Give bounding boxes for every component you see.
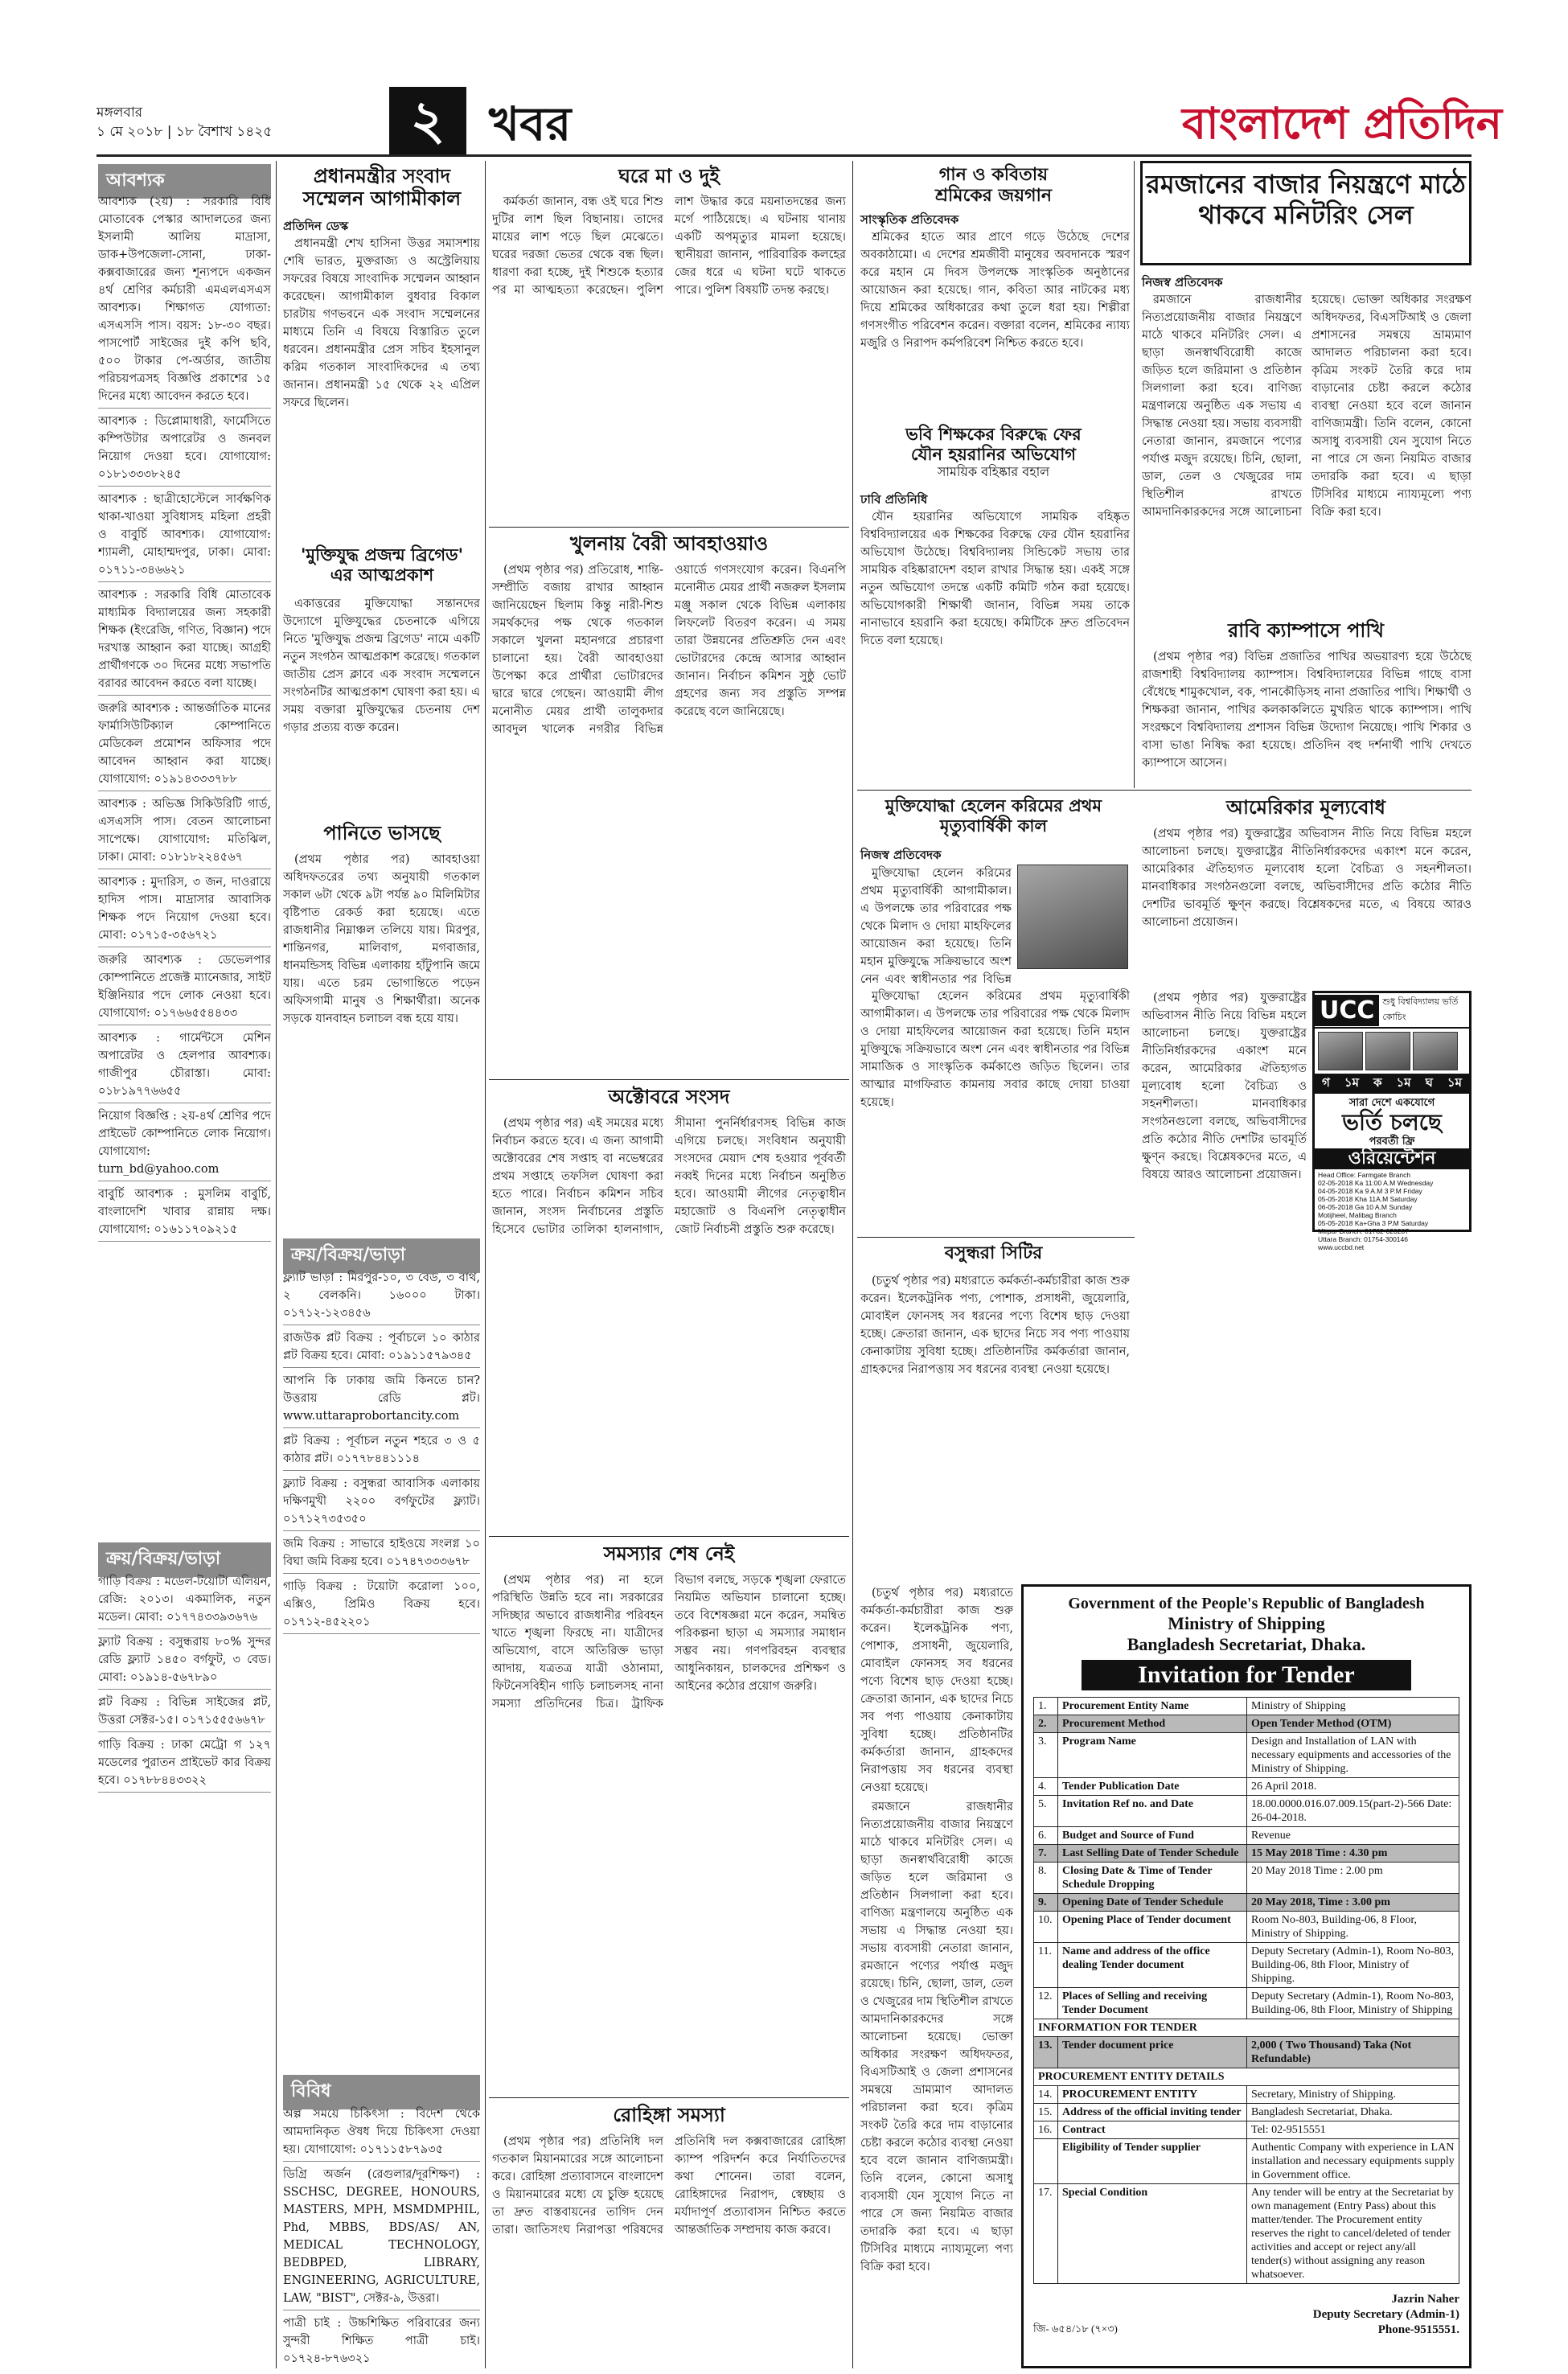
tender-row-key: Closing Date & Time of Tender Schedule Dropping [1058, 1863, 1247, 1894]
article-america: (প্রথম পৃষ্ঠার পর) যুক্তরাষ্ট্রের অভিবাসন নীতি নিয়ে বিভিন্ন মহলে আলোচনা চলছে। যুক্তরাষ্ট্রের নীতিনির্ধারকদের একাংশ মনে করেন, আমেরিকার ঐতিহ্যগত মূল্যবোধ হলো বৈচিত্র্য ও সহনশীলতা। মানবাধিকার সংগঠনগুলো বলছে, অভিবাসীদের প্রতি কঠোর নীতি দেশটির ভাবমূর্তি ক্ষুণ্ন করছে। বিশ্লেষকদের মতে, এ বিষয়ে আরও আলোচনা প্রয়োজন। [1142, 828, 1472, 929]
tender-row [1034, 1733, 1459, 1778]
classified-ad: গাড়ি বিক্রয় : ঢাকা মেট্রো গ ১২৭ মডেলের পুরাতন প্রাইভেট কার বিক্রয় হবে। ০১৭৮৮৪৪৩৩২২ [98, 1736, 271, 1793]
tender-row-key: Address of the official inviting tender [1058, 2104, 1247, 2121]
classified-ad: পাত্রী চাই : উচ্চশিক্ষিত পরিবারের জন্য সুন্দরী শিক্ষিত পাত্রী চাই। ০১৭২৪-৮৭৬৩২১ [283, 2314, 480, 2367]
classified-ad: আবশ্যক (২য়) : সরকারি বিধি মোতাবেক পেস্কার আদালতের জন্য ইসলামী আলিয় মাদ্রাসা, ডাক+উপজেলা-সোনা, ঢাকা-কক্সবাজারের জন্য শূন্যপদে একজন ৪র্থ শ্রেণির কর্মচারী এমএলএসএস আবশ্যক। শিক্ষাগত যোগ্যতা: এসএসসি পাস। বয়স: ১৮-৩০ বছর। পাসপোর্ট সাইজের দুই কপি ছবি, ৫০০ টাকার পে-অর্ডার, জাতীয় পরিচয়পত্রসহ বিজ্ঞপ্তি প্রকাশের ১৫ দিনের মধ্যে আবেদন করতে হবে। [98, 193, 271, 409]
tender-row-number: 8. [1034, 1863, 1058, 1894]
tender-row [1034, 1715, 1459, 1733]
column-rule [1134, 161, 1135, 788]
tender-row-number: 11. [1034, 1943, 1058, 1988]
article-helen-top: মুক্তিযোদ্ধা হেলেন করিমের প্রথম মৃত্যুবার্ষিকী আগামীকাল। এ উপলক্ষে তার পরিবারের পক্ষ থেকে মিলাদ ও দোয়া মাহফিলের আয়োজন করা হয়েছে। তিনি মহান মুক্তিযুদ্ধে সক্রিয়ভাবে অংশ নেন এবং স্বাধীনতার পর বিভিন্ন [860, 867, 1012, 985]
article-home-tragedy: কর্মকর্তা জানান, বন্ধ ওই ঘরে শিশু দুটির লাশ ছিল বিছানায়। তাদের মায়ের লাশ পড়ে ছিল মেঝেতে। ঘরের দরজা ভেতর থেকে বন্ধ ছিল। ধারণা করা হচ্ছে, দুই শিশুকে হত্যার পর মা আত্মহত্যা করেছেন। পুলিশ লাশ উদ্ধার করে ময়নাতদন্তের জন্য মর্গে পাঠিয়েছে। এ ঘটনায় থানায় একটি অপমৃত্যুর মামলা হয়েছে। স্থানীয়রা জানান, পারিবারিক কলহের জের ধরে এ ঘটনা ঘটে থাকতে পারে। পুলিশ বিষয়টি তদন্ত করছে। [492, 195, 846, 297]
classified-ad: ফ্ল্যাট ভাড়া : মিরপুর-১০, ৩ বেড, ৩ বাথ, ২ বেলকনি। ১৬০০০ টাকা। ০১৭১২-১২৩৪৫৬ [283, 1269, 480, 1325]
headline-song: গান ও কবিতায় শ্রমিকের জয়গান [934, 165, 1053, 206]
classified-ad: আবশ্যক : সরকারি বিধি মোতাবেক মাধ্যমিক বিদ্যালয়ের জন্য সহকারী শিক্ষক (ইংরেজি, গণিত, বিজ্ঞান) পদে দরখাস্ত আহ্বান করা যাচ্ছে। আগ্রহী প্রার্থীগণকে ৩০ দিনের মধ্যে সভাপতি বরাবর আবেদন করতে বলা যাচ্ছে। [98, 586, 271, 696]
column-rule [485, 161, 486, 2368]
tender-row [1034, 1698, 1459, 1715]
classified-ad: জমি বিক্রয় : সাভারে হাইওয়ে সংলগ্ন ১০ বিঘা জমি বিক্রয় হবে। ০১৭৪৭৩৩৩৬৭৮ [283, 1535, 480, 1574]
tender-table [1033, 1697, 1459, 2284]
ucc-top-label: সারা দেশে একযোগে [1348, 1097, 1435, 1109]
tender-row-value: Any tender will be entry at the Secretariat by own management (Entry Pass) about this matter/tender. The Procurement entity reserves the right to cancel/deleted of tender activities and accept or reject any/all tender(s) without assigning any reason whatsoever. [1247, 2184, 1459, 2284]
ucc-logo: UCC [1315, 995, 1379, 1026]
section-title: খবর [489, 97, 572, 151]
article-rohingya: (প্রথম পৃষ্ঠার পর) প্রতিনিধি দল গতকাল মিয়ানমারের সঙ্গে আলোচনা করে। রোহিঙ্গা প্রত্যাবাসনে বাংলাদেশ ও মিয়ানমারের মধ্যে যে চুক্তি হয়েছে তা দ্রুত বাস্তবায়নের তাগিদ দেন তারা। জাতিসংঘ নিরাপত্তা পরিষদের প্রতিনিধি দল কক্সবাজারের রোহিঙ্গা ক্যাম্প পরিদর্শন করে নির্যাতিতদের কথা শোনেন। তারা বলেন, রোহিঙ্গাদের নিরাপদ, স্বেচ্ছায় ও মর্যাদাপূর্ণ প্রত্যাবাসন নিশ্চিত করতে আন্তর্জাতিক সম্প্রদায় কাজ করবে। [492, 2135, 846, 2236]
article-song: শ্রমিকের হাতে আর প্রাণে গড়ে উঠেছে দেশের অবকাঠামো। এ দেশের শ্রমজীবী মানুষের অবদানকে স্মরণ করে মহান মে দিবস উপলক্ষে সাংস্কৃতিক অনুষ্ঠানের আয়োজন করা হয়েছে। গান, কবিতা আর নাটকের মধ্য দিয়ে শ্রমিকের অধিকারের কথা তুলে ধরা হয়। শিল্পীরা গণসংগীত পরিবেশন করেন। বক্তারা বলেন, শ্রমিকের ন্যায্য মজুরি ও নিরাপদ কর্মপরিবেশ নিশ্চিত করতে হবে। [860, 231, 1130, 350]
unit-label: ঘ [1425, 1075, 1433, 1090]
article-america-cont: (প্রথম পৃষ্ঠার পর) যুক্তরাষ্ট্রের অভিবাসন নীতি নিয়ে বিভিন্ন মহলে আলোচনা চলছে। যুক্তরাষ্ট্রের নীতিনির্ধারকদের একাংশ মনে করেন, আমেরিকার ঐতিহ্যগত মূল্যবোধ হলো বৈচিত্র্য ও সহনশীলতা। মানবাধিকার সংগঠনগুলো বলছে, অভিবাসীদের প্রতি কঠোর নীতি দেশটির ভাবমূর্তি ক্ষুণ্ন করছে। বিশ্লেষকদের মতে, এ বিষয়ে আরও আলোচনা প্রয়োজন। [1142, 992, 1307, 1181]
tender-row-value: 26 April 2018. [1247, 1778, 1459, 1796]
ucc-orientation: ওরিয়েন্টেশন [1315, 1148, 1469, 1169]
tender-row-number: 2. [1034, 1715, 1058, 1733]
tender-section-header: PROCUREMENT ENTITY DETAILS [1034, 2068, 1459, 2086]
needed-ads-list [98, 193, 271, 1532]
tender-row-number: 7. [1034, 1845, 1058, 1863]
section-rule [857, 790, 1472, 791]
tender-row-number: 10. [1034, 1912, 1058, 1943]
article-pm: প্রধানমন্ত্রী শেখ হাসিনা উত্তর সমাসশায় শেষি ভারত, মুক্তরাজ্য ও অস্ট্রেলিয়ায় সফরের বিষয়ে সাংবাদিক সম্মেলন আহ্বান করেছেন। আগামীকাল বুধবার বিকাল চারটায় গণভবনে এক সংবাদ সম্মেলনের মাধ্যমে তিনি এ বিষয়ে বিস্তারিত তুলে ধরবেন। প্রধানমন্ত্রীর প্রেস সচিব ইহসানুল করিম গতকাল সাংবাদিকদের এ তথ্য জানান। প্রধানমন্ত্রী ১৫ থেকে ২২ এপ্রিল সফরে ছিলেন। [283, 237, 480, 409]
tender-row [1034, 1863, 1459, 1894]
tender-row [1034, 2037, 1459, 2068]
unit-label: ক [1373, 1075, 1382, 1090]
tender-row-value: Secretary, Ministry of Shipping. [1247, 2086, 1459, 2104]
section-rule [489, 1536, 849, 1537]
tender-row [1034, 1796, 1459, 1827]
tender-row-key: Last Selling Date of Tender Schedule [1058, 1845, 1247, 1863]
section-rule [489, 1079, 849, 1080]
tender-row-value: Design and Installation of LAN with necessary equipments and accessories of the Ministry of Shipping. [1247, 1733, 1459, 1778]
classified-ad: আবশ্যক : ডিপ্লোমাধারী, ফার্মেসিতে কম্পিউটার অপারেটর ও জনবল নিয়োগ দেওয়া হবে। যোগাযোগ: ০১৮১৩৩৩৮২৪৫ [98, 413, 271, 487]
article-water: (প্রথম পৃষ্ঠার পর) আবহাওয়া অধিদফতরের তথ্য অনুযায়ী গতকাল সকাল ৬টা থেকে ৯টা পর্যন্ত ৯০ মিলিমিটার বৃষ্টিপাত রেকর্ড করা হয়েছে। এতে রাজধানীর নিম্নাঞ্চল তলিয়ে যায়। মিরপুর, শান্তিনগর, মালিবাগ, মগবাজার, ধানমন্ডিসহ বিভিন্ন এলাকায় হাঁটুপানি জমে যায়। এতে চরম ভোগান্তিতে পড়েন অফিসগামী মানুষ ও শিক্ষার্থীরা। অনেক সড়কে যানবাহন চলাচল বন্ধ হয়ে যায়। [283, 853, 480, 1025]
header-date: ১ মে ২০১৮ | ১৮ বৈশাখ ১৪২৫ [96, 124, 273, 140]
misc-ads-list [283, 2105, 480, 2367]
tender-address: Bangladesh Secretariat, Dhaka. [1127, 1634, 1366, 1654]
classified-ad: আবশ্যক : মুদারিস, ৩ জন, দাওরায়ে হাদিস পাস। মাদ্রাসার আবাসিক শিক্ষক পদে নিয়োগ দেওয়া হবে। মোবা: ০১৭১৫-৩৫৬৭২১ [98, 873, 271, 947]
tender-row [1034, 1845, 1459, 1863]
category-header-sale: ক্রয়/বিক্রয়/ভাড়া [98, 1542, 271, 1577]
tender-notice [1021, 1584, 1472, 2368]
byline-song: সাংস্কৃতিক প্রতিবেদক [860, 212, 959, 227]
classified-ad: প্লট বিক্রয় : পূর্বাচল নতুন শহরে ৩ ও ৫ কাঠার প্লট। ০১৭৭৮৪৪১১১৪ [283, 1432, 480, 1471]
byline-ramadan: নিজস্ব প্রতিবেদক [1142, 275, 1223, 290]
tender-row [1034, 1912, 1459, 1943]
header-day: মঙ্গলবার [96, 105, 143, 121]
category-header-misc: বিবিধ [283, 2075, 480, 2109]
tender-row-value: Deputy Secretary (Admin-1), Room No-803, Building-06, 8th Floor, Ministry of Shipping. [1247, 1943, 1459, 1988]
classified-ad: আবশ্যক : অভিজ্ঞ সিকিউরিটি গার্ড, এসএসসি পাস। বেতন আলোচনা সাপেক্ষে। যোগাযোগ: মতিঝিল, ঢাকা। মোবা: ০১৮১৮২২৪৫৬৭ [98, 795, 271, 869]
headline-robi: রাবি ক্যাম্পাসে পাখি [1228, 619, 1384, 642]
tender-row-key: Tender document price [1058, 2037, 1247, 2068]
tender-row-key: Program Name [1058, 1733, 1247, 1778]
tender-row-value: 20 May 2018 Time : 2.00 pm [1247, 1863, 1459, 1894]
tender-row-number: 6. [1034, 1827, 1058, 1845]
tender-section-header: INFORMATION FOR TENDER [1034, 2019, 1459, 2037]
tender-row-key: Tender Publication Date [1058, 1778, 1247, 1796]
article-khulna: (প্রথম পৃষ্ঠার পর) প্রতিরোধ, শান্তি-সম্প্রীতি বজায় রাখার আহ্বান জানিয়েছেন ছিলাম কিন্তু নারী-শিশু সমর্থকদের পক্ষ থেকে গতকাল সকালে খুলনা মহানগরে প্রচারণা চালানো হয়। বৈরী আবহাওয়া উপেক্ষা করে প্রার্থীরা ভোটারদের দ্বারে দ্বারে গেছেন। আওয়ামী লীগ মনোনীত মেয়র প্রার্থী তালুকদার আবদুল খালেক নগরীর বিভিন্ন ওয়ার্ডে গণসংযোগ করেন। বিএনপি মনোনীত মেয়র প্রার্থী নজরুল ইসলাম মঞ্জু সকাল থেকে বিভিন্ন এলাকায় লিফলেট বিতরণ করেন। এ সময় তারা উন্নয়নের প্রতিশ্রুতি দেন এবং ভোটারদের কেন্দ্রে আসার আহ্বান জানান। নির্বাচন কমিশন সুষ্ঠু ভোট গ্রহণের জন্য সব প্রস্তুতি সম্পন্ন করেছে বলে জানিয়েছে। [492, 564, 846, 736]
tender-row-number: 16. [1034, 2121, 1058, 2139]
unit-rank: ১ম [1396, 1075, 1411, 1090]
tender-row-value: 20 May 2018, Time : 3.00 pm [1247, 1894, 1459, 1912]
tender-row-key: Procurement Method [1058, 1715, 1247, 1733]
student-photo [1318, 1032, 1363, 1070]
article-parliament: (প্রথম পৃষ্ঠার পর) এই সময়ের মধ্যে নির্বাচন করতে হবে। এ জন্য আগামী অক্টোবরের শেষ সপ্তাহ বা নভেম্বরের প্রথম সপ্তাহে তফসিল ঘোষণা করা হতে পারে। নির্বাচন কমিশন সচিব জানান, সংসদ নির্বাচনের প্রস্তুতি হিসেবে ভোটার তালিকা হালনাগাদ, সীমানা পুনর্নির্ধারণসহ বিভিন্ন কাজ এগিয়ে চলছে। সংবিধান অনুযায়ী সংসদের মেয়াদ শেষ হওয়ার পূর্ববর্তী নব্বই দিনের মধ্যে নির্বাচন অনুষ্ঠিত হবে। আওয়ামী লীগের নেতৃত্বাধীন মহাজোট ও বিএনপি নেতৃত্বাধীন জোট নির্বাচনী প্রস্তুতি শুরু করেছে। [492, 1117, 846, 1236]
classified-ad: গাড়ি বিক্রয় : মডেল-টয়োটা এলিয়ন, রেজি: ২০১৩। একমালিক, নতুন মডেল। মোবা: ০১৭৭৪৩৩৯৩৬৭৬ [98, 1573, 271, 1629]
tender-row-value: 15 May 2018 Time : 4.30 pm [1247, 1845, 1459, 1863]
tender-row-value: Revenue [1247, 1827, 1459, 1845]
article-helen-cont: মুক্তিযোদ্ধা হেলেন করিমের প্রথম মৃত্যুবার্ষিকী আগামীকাল। এ উপলক্ষে তার পরিবারের পক্ষ থেকে মিলাদ ও দোয়া মাহফিলের আয়োজন করা হয়েছে। তিনি মহান মুক্তিযুদ্ধে সক্রিয়ভাবে অংশ নেন এবং স্বাধীনতার পর বিভিন্ন সামাজিক ও সাংস্কৃতিক কর্মকাণ্ডে জড়িত ছিলেন। তার আত্মার মাগফিরাত কামনায় সবার কাছে দোয়া চাওয়া হয়েছে। [860, 990, 1130, 1109]
classified-ad: প্লট বিক্রয় : বিভিন্ন সাইজের প্লট, উত্তরা সেক্টর-১৫। ০১৭১৫৫৫৬৬৭৮ [98, 1694, 271, 1732]
tender-row-value: Deputy Secretary (Admin-1), Room No-803, Building-06, 8th Floor, Ministry of Shipping [1247, 1988, 1459, 2019]
headline-home-tragedy: ঘরে মা ও দুই [618, 165, 720, 187]
headline-rohingya: রোহিঙ্গা সমস্যা [613, 2104, 725, 2126]
classified-ad: আবশ্যক : গার্মেন্টসে মেশিন অপারেটর ও হেলপার আবশ্যক। গাজীপুর চৌরাস্তা। মোবা: ০১৮১৯৭৭৬৬৫৫ [98, 1029, 271, 1103]
headline-helen: মুক্তিযোদ্ধা হেলেন করিমের প্রথম মৃত্যুবার্ষিকী কাল [885, 796, 1102, 836]
article-mukti-brigade: একাত্তরের মুক্তিযোদ্ধা সন্তানদের উদ্যোগে মুক্তিযুদ্ধের চেতনাকে এগিয়ে নিতে 'মুক্তিযুদ্ধ প্রজন্ম ব্রিগেড' নামে একটি নতুন সংগঠন আত্মপ্রকাশ করেছে। গতকাল জাতীয় প্রেস ক্লাবে এক সংবাদ সম্মেলনে সংগঠনটির আত্মপ্রকাশ ঘোষণা করা হয়। এ সময় বক্তারা মুক্তিযুদ্ধের চেতনায় দেশ গড়ার প্রত্যয় ব্যক্ত করেন। [283, 598, 480, 734]
tender-row-value: Tel: 02-9515551 [1247, 2121, 1459, 2139]
tender-row-key: PROCUREMENT ENTITY [1058, 2086, 1247, 2104]
tender-row-number: 5. [1034, 1796, 1058, 1827]
page-number: ২ [389, 87, 466, 154]
classified-ad: জরুরি আবশ্যক : ডেভেলপার কোম্পানিতে প্রজেক্ট ম্যানেজার, সাইট ইঞ্জিনিয়ার পদে লোক নেওয়া হবে। যোগাযোগ: ০১৭৬৬৫৫৪৪৩৩ [98, 951, 271, 1025]
headline-pm: প্রধানমন্ত্রীর সংবাদ সম্মেলন আগামীকাল [302, 165, 462, 211]
tender-row-value: Room No-803, Building-06, 8 Floor, Ministry of Shipping. [1247, 1912, 1459, 1943]
newspaper-brand: বাংলাদেশ প্রতিদিন [1182, 98, 1502, 149]
ucc-tagline: শুধু বিশ্ববিদ্যালয় ভর্তি কোচিং [1382, 996, 1459, 1022]
headline-mukti-brigade: 'মুক্তিযুদ্ধ প্রজন্ম ব্রিগেড' এর আত্মপ্রকাশ [300, 545, 463, 585]
tender-row [1034, 1778, 1459, 1796]
tender-row-key: Opening Place of Tender document [1058, 1912, 1247, 1943]
article-ramadan: রমজানে রাজধানীর নিত্যপ্রয়োজনীয় বাজার নিয়ন্ত্রণে মাঠে থাকবে মনিটরিং সেল। এ ছাড়া জনস্বার্থবিরোধী কাজে জড়িত হলে জরিমানা ও প্রতিষ্ঠান সিলগালা করা হবে। বাণিজ্য মন্ত্রণালয়ে অনুষ্ঠিত এক সভায় এ সিদ্ধান্ত নেওয়া হয়। সভায় ব্যবসায়ী নেতারা জানান, রমজানে পণ্যের পর্যাপ্ত মজুদ রয়েছে। চিনি, ছোলা, ডাল, তেল ও খেজুরের দাম স্থিতিশীল রাখতে আমদানিকারকদের সঙ্গে আলোচনা হয়েছে। ভোক্তা অধিকার সংরক্ষণ অধিদফতর, বিএসটিআই ও জেলা প্রশাসনের সমন্বয়ে ভ্রাম্যমাণ আদালত পরিচালনা করা হবে। কৃত্রিম সংকট তৈরি করে দাম বাড়ানোর চেষ্টা করলে কঠোর ব্যবস্থা নেওয়া হবে বলে জানান বাণিজ্যমন্ত্রী। তিনি বলেন, কোনো অসাধু ব্যবসায়ী যেন সুযোগ নিতে না পারে সে জন্য নিয়মিত বাজার তদারকি করা হবে। এ ছাড়া টিসিবির মাধ্যমে ন্যায্যমূল্যে পণ্য বিক্রি করা হবে। [1142, 294, 1472, 519]
classified-ad: জরুরি আবশ্যক : আন্তর্জাতিক মানের ফার্মাসিউটিক্যাল কোম্পানিতে মেডিকেল প্রমোশন অফিসার পদে আবেদন আহ্বান করা যাচ্ছে। যোগাযোগ: ০১৯১৪৩৩৩৭৮৮ [98, 700, 271, 791]
tender-ref: জি- ৬৫৪/১৮ (৭×৩) [1033, 2323, 1118, 2335]
tender-row [1034, 1827, 1459, 1845]
article-basundhara: (চতুর্থ পৃষ্ঠার পর) মধ্যরাতে কর্মকর্তা-কর্মচারীরা কাজ শুরু করেন। ইলেকট্রনিক পণ্য, পোশাক, প্রসাধনী, জুয়েলারি, মোবাইল ফোনসহ সব ধরনের পণ্যে বিশেষ ছাড় দেওয়া হচ্ছে। ক্রেতারা জানান, এক ছাদের নিচে সব পণ্য পাওয়ায় কেনাকাটায় সুবিধা হচ্ছে। প্রতিষ্ঠানটির কর্মকর্তারা জানান, গ্রাহকদের নিরাপত্তায় সব ধরনের ব্যবস্থা নেওয়া হয়েছে। [860, 1275, 1130, 1376]
tender-row-number: 12. [1034, 1988, 1058, 2019]
article-problems: (প্রথম পৃষ্ঠার পর) না হলে পরিস্থিতি উন্নতি হবে না। সরকারের সদিচ্ছার অভাবে রাজধানীর পরিবহন খাতে শৃঙ্খলা ফিরছে না। যাত্রীদের অভিযোগ, বাসে অতিরিক্ত ভাড়া আদায়, যত্রতত্র যাত্রী ওঠানামা, ফিটনেসবিহীন গাড়ি চলাচলসহ নানা সমস্যা প্রতিদিনের চিত্র। ট্রাফিক বিভাগ বলছে, সড়কে শৃঙ্খলা ফেরাতে নিয়মিত অভিযান চালানো হচ্ছে। তবে বিশেষজ্ঞরা মনে করেন, সমন্বিত পরিকল্পনা ছাড়া এ সমস্যার সমাধান সম্ভব নয়। গণপরিবহন ব্যবস্থার আধুনিকায়ন, চালকদের প্রশিক্ষণ ও আইনের কঠোর প্রয়োগ জরুরি। [492, 1574, 846, 1711]
byline-pm: প্রতিদিন ডেস্ক [283, 219, 349, 233]
tender-row [1034, 1894, 1459, 1912]
tender-row-value: Authentic Company with experience in LAN installation and necessary equipments supply in Government office. [1247, 2139, 1459, 2184]
tender-row-number: 4. [1034, 1778, 1058, 1796]
sale-ads-list-2 [283, 1269, 480, 2073]
classified-ad: গাড়ি বিক্রয় : টয়োটা করোলা ১০০, এক্সিও, প্রিমিও বিক্রয় হবে। ০১৭১২-৪৫২২০১ [283, 1578, 480, 1634]
tender-row-key: Name and address of the office dealing Tender document [1058, 1943, 1247, 1988]
tender-row-number: 15. [1034, 2104, 1058, 2121]
tender-row [1034, 1988, 1459, 2019]
student-photo [1365, 1032, 1410, 1070]
tender-row [1034, 2086, 1459, 2104]
classified-ad: বাবুর্চি আবশ্যক : মুসলিম বাবুর্চি, বাংলাদেশি খাবার রান্নায় দক্ষ। যোগাযোগ: ০১৬১১৭০৯২১৫ [98, 1185, 271, 1242]
article-teacher: যৌন হয়রানির অভিযোগে সাময়িক বহিষ্কৃত বিশ্ববিদ্যালয়ের এক শিক্ষকের বিরুদ্ধে ফের যৌন হয়রানির অভিযোগ উঠেছে। বিশ্ববিদ্যালয় সিন্ডিকেট সভায় তার সাময়িক বহিষ্কারাদেশ বহাল রাখার সিদ্ধান্ত হয়। একই সঙ্গে নতুন অভিযোগ তদন্তে একটি কমিটি গঠন করা হয়েছে। অভিযোগকারী শিক্ষার্থী জানান, বিভিন্ন সময় তাকে নানাভাবে হয়রানি করা হয়েছে। কমিটিকে দ্রুত প্রতিবেদন দিতে বলা হয়েছে। [860, 511, 1130, 647]
classified-ad: নিয়োগ বিজ্ঞপ্তি : ২য়-৪র্থ শ্রেণির পদে প্রাইভেট কোম্পানিতে লোক নিয়োগ। যোগাযোগ: turn_bd@yahoo.com [98, 1107, 271, 1181]
tender-row-key: Opening Date of Tender Schedule [1058, 1894, 1247, 1912]
headline-parliament: অক্টোবরে সংসদ [608, 1086, 730, 1108]
classified-ad: অল্প সময়ে চিকিৎসা : বিদেশ থেকে আমদানিকৃত ঔষধ দিয়ে চিকিৎসা দেওয়া হয়। যোগাযোগ: ০১৭১১৫৮৭৯৩৫ [283, 2105, 480, 2162]
unit-label: গ [1322, 1075, 1330, 1090]
lead-headline-box: রমজানের বাজার নিয়ন্ত্রণে মাঠে থাকবে মনিটরিং সেল [1140, 161, 1472, 265]
byline-helen: নিজস্ব প্রতিবেদক [860, 848, 942, 862]
classified-ad: রাজউক প্লট বিক্রয় : পূর্বাচলে ১০ কাঠার প্লট বিক্রয় হবে। মোবা: ০১৯১১৫৭৯৩৪৫ [283, 1329, 480, 1368]
section-rule [857, 1237, 1135, 1238]
sale-ads-list [98, 1573, 271, 2365]
student-photo [1413, 1032, 1458, 1070]
tender-row-number: 13. [1034, 2037, 1058, 2068]
tender-row-number [1034, 2139, 1058, 2184]
tender-row-key: Invitation Ref no. and Date [1058, 1796, 1247, 1827]
headline-teacher: ভবি শিক্ষকের বিরুদ্ধে ফের যৌন হয়রানির অভিযোগ সাময়িক বহিষ্কার বহাল [905, 425, 1082, 479]
tender-row-value: Ministry of Shipping [1247, 1698, 1459, 1715]
tender-row [1034, 1943, 1459, 1988]
unit-rank: ১ম [1344, 1075, 1359, 1090]
tender-ministry: Ministry of Shipping [1168, 1613, 1325, 1633]
tender-row [1034, 2121, 1459, 2139]
tender-row [1034, 2184, 1459, 2284]
headline-basundhara: বসুন্ধরা সিটির [944, 1243, 1043, 1263]
tender-row [1034, 2139, 1459, 2184]
ucc-notice: ভর্তি চলছে [1342, 1109, 1442, 1136]
column-rule [276, 161, 277, 2368]
tender-row-value: Bangladesh Secretariat, Dhaka. [1247, 2104, 1459, 2121]
byline-teacher: ঢাবি প্রতিনিধি [860, 492, 928, 507]
tender-row-key: Special Condition [1058, 2184, 1247, 2284]
ucc-advertisement[interactable] [1312, 991, 1472, 1251]
classified-ad: ডিগ্রি অর্জন (রেগুলার/দূরশিক্ষণ) : SSCHSC, DEGREE, HONOURS, MASTERS, MPH, MSMDMPHIL, Phd, MBBS, BDS/AS/ AN, MEDICAL TECHNOLOGY, BEDBPED, LIBRARY, ENGINEERING, AGRICULTURE, LAW, "BIST", সেক্টর-৯, উত্তরা। [283, 2166, 480, 2310]
ucc-branch-list: Head Office: Farmgate Branch 02-05-2018 Ka 11:00 A.M Wednesday 04-05-2018 Ka 9 A.M 3 P.M Friday 05-05-2018 Kha 11A.M Saturday 06-05-2018 Ga 10 A.M Sunday Motijheel, Malibag Branch 05-05-2018 Ka+Gha 3 P.M Saturday Mirpur Branch: 01782-020207 Uttara Branch: 01754-300146 www.uccbd.net [1318, 1170, 1434, 1251]
headline-america: আমেরিকার মূল্যবোধ [1226, 796, 1385, 819]
tender-row-number: 3. [1034, 1733, 1058, 1778]
tender-row-key: Eligibility of Tender supplier [1058, 2139, 1247, 2184]
ucc-orientation-label: পরবর্তী ফ্রি [1369, 1136, 1415, 1148]
article-basundhara-cont: (চতুর্থ পৃষ্ঠার পর) মধ্যরাতে কর্মকর্তা-কর্মচারীরা কাজ শুরু করেন। ইলেকট্রনিক পণ্য, পোশাক, প্রসাধনী, জুয়েলারি, মোবাইল ফোনসহ সব ধরনের পণ্যে বিশেষ ছাড় দেওয়া হচ্ছে। ক্রেতারা জানান, এক ছাদের নিচে সব পণ্য পাওয়ায় কেনাকাটায় সুবিধা হচ্ছে। প্রতিষ্ঠানটির কর্মকর্তারা জানান, গ্রাহকদের নিরাপত্তায় সব ধরনের ব্যবস্থা নেওয়া হয়েছে। রমজানে রাজধানীর নিত্যপ্রয়োজনীয় বাজার নিয়ন্ত্রণে মাঠে থাকবে মনিটরিং সেল। এ ছাড়া জনস্বার্থবিরোধী কাজে জড়িত হলে জরিমানা ও প্রতিষ্ঠান সিলগালা করা হবে। বাণিজ্য মন্ত্রণালয়ে অনুষ্ঠিত এক সভায় এ সিদ্ধান্ত নেওয়া হয়। সভায় ব্যবসায়ী নেতারা জানান, রমজানে পণ্যের পর্যাপ্ত মজুদ রয়েছে। চিনি, ছোলা, ডাল, তেল ও খেজুরের দাম স্থিতিশীল রাখতে আমদানিকারকদের সঙ্গে আলোচনা হয়েছে। ভোক্তা অধিকার সংরক্ষণ অধিদফতর, বিএসটিআই ও জেলা প্রশাসনের সমন্বয়ে ভ্রাম্যমাণ আদালত পরিচালনা করা হবে। কৃত্রিম সংকট তৈরি করে দাম বাড়ানোর চেষ্টা করলে কঠোর ব্যবস্থা নেওয়া হবে বলে জানান বাণিজ্যমন্ত্রী। তিনি বলেন, কোনো অসাধু ব্যবসায়ী যেন সুযোগ নিতে না পারে সে জন্য নিয়মিত বাজার তদারকি করা হবে। এ ছাড়া টিসিবির মাধ্যমে ন্যায্যমূল্যে পণ্য বিক্রি করা হবে। [860, 1587, 1013, 2273]
section-rule [489, 2097, 849, 2098]
tender-row-key: Budget and Source of Fund [1058, 1827, 1247, 1845]
classified-ad: আবশ্যক : ছাত্রীহোস্টেলে সার্বক্ষণিক থাকা-খাওয়া সুবিধাসহ মহিলা প্রহরী ও বাবুর্চি আবশ্যক। যোগাযোগ: শ্যামলী, মোহাম্মদপুর, ঢাকা। মোবা: ০১৭১১-৩৪৬৬২১ [98, 491, 271, 582]
tender-row-key: Procurement Entity Name [1058, 1698, 1247, 1715]
headline-water: পানিতে ভাসছে [323, 822, 441, 844]
tender-gov: Government of the People's Republic of Bangladesh [1068, 1595, 1425, 1612]
tender-signature: Jazrin Naher Deputy Secretary (Admin-1) Phone-9515551. [1312, 2293, 1459, 2336]
tender-row [1034, 2068, 1459, 2086]
section-rule [489, 527, 849, 528]
tender-row [1034, 2019, 1459, 2037]
tender-row-key: Contract [1058, 2121, 1247, 2139]
tender-row-number: 9. [1034, 1894, 1058, 1912]
tender-row-number: 1. [1034, 1698, 1058, 1715]
tender-row-value: 18.00.0000.016.07.009.15(part-2)-566 Date: 26-04-2018. [1247, 1796, 1459, 1827]
article-robi: (প্রথম পৃষ্ঠার পর) বিভিন্ন প্রজাতির পাখির অভয়ারণ্য হয়ে উঠেছে রাজশাহী বিশ্ববিদ্যালয় ক্যাম্পাস। বিশ্ববিদ্যালয়ের বিভিন্ন গাছে বাসা বেঁধেছে শামুকখোল, বক, পানকৌড়িসহ নানা প্রজাতির পাখি। শিক্ষার্থী ও শিক্ষকরা জানান, পাখির কলকাকলিতে মুখরিত থাকে ক্যাম্পাস। পাখি সংরক্ষণে বিশ্ববিদ্যালয় প্রশাসন বিভিন্ন উদ্যোগ নিয়েছে। পাখি শিকার ও বাসা ভাঙা নিষিদ্ধ করা হয়েছে। প্রতিদিন বহু দর্শনার্থী পাখি দেখতে ক্যাম্পাসে আসেন। [1142, 651, 1472, 770]
unit-rank: ১ম [1447, 1075, 1462, 1090]
headline-problems: সমস্যার শেষ নেই [603, 1542, 735, 1565]
column-rule [852, 161, 853, 2368]
classified-ad: ফ্ল্যাট বিক্রয় : বসুন্ধরায় ৮০% সুন্দর রেডি ফ্ল্যাট ১৪৫০ বর্গফুট, ৩ বেড। মোবা: ০১৯১৪-৫৬৭৮৯০ [98, 1633, 271, 1690]
tender-row [1034, 2104, 1459, 2121]
helen-karim-photo [1017, 865, 1128, 969]
tender-row-key: Places of Selling and receiving Tender Document [1058, 1988, 1247, 2019]
classified-ad: আপনি কি ঢাকায় জমি কিনতে চান? উত্তরায় রেডি প্লট। www.uttaraprobortancity.com [283, 1372, 480, 1428]
tender-row-value: Open Tender Method (OTM) [1247, 1715, 1459, 1733]
header-rule [96, 154, 1472, 157]
category-header-sale-2: ক্রয়/বিক্রয়/ভাড়া [283, 1238, 480, 1273]
tender-row-number: 14. [1034, 2086, 1058, 2104]
category-header-needed: আবশ্যক [98, 164, 271, 199]
tender-row-number: 17. [1034, 2184, 1058, 2284]
tender-title: Invitation for Tender [1082, 1660, 1411, 1690]
headline-khulna: খুলনায় বৈরী আবহাওয়াও [569, 532, 769, 555]
classified-ad: ফ্ল্যাট বিক্রয় : বসুন্ধরা আবাসিক এলাকায় দক্ষিণমুখী ২২০০ বর্গফুটের ফ্ল্যাট। ০১৭১২৭৩৫৩৫০ [283, 1475, 480, 1531]
tender-row-value: 2,000 ( Two Thousand) Taka (Not Refundable) [1247, 2037, 1459, 2068]
